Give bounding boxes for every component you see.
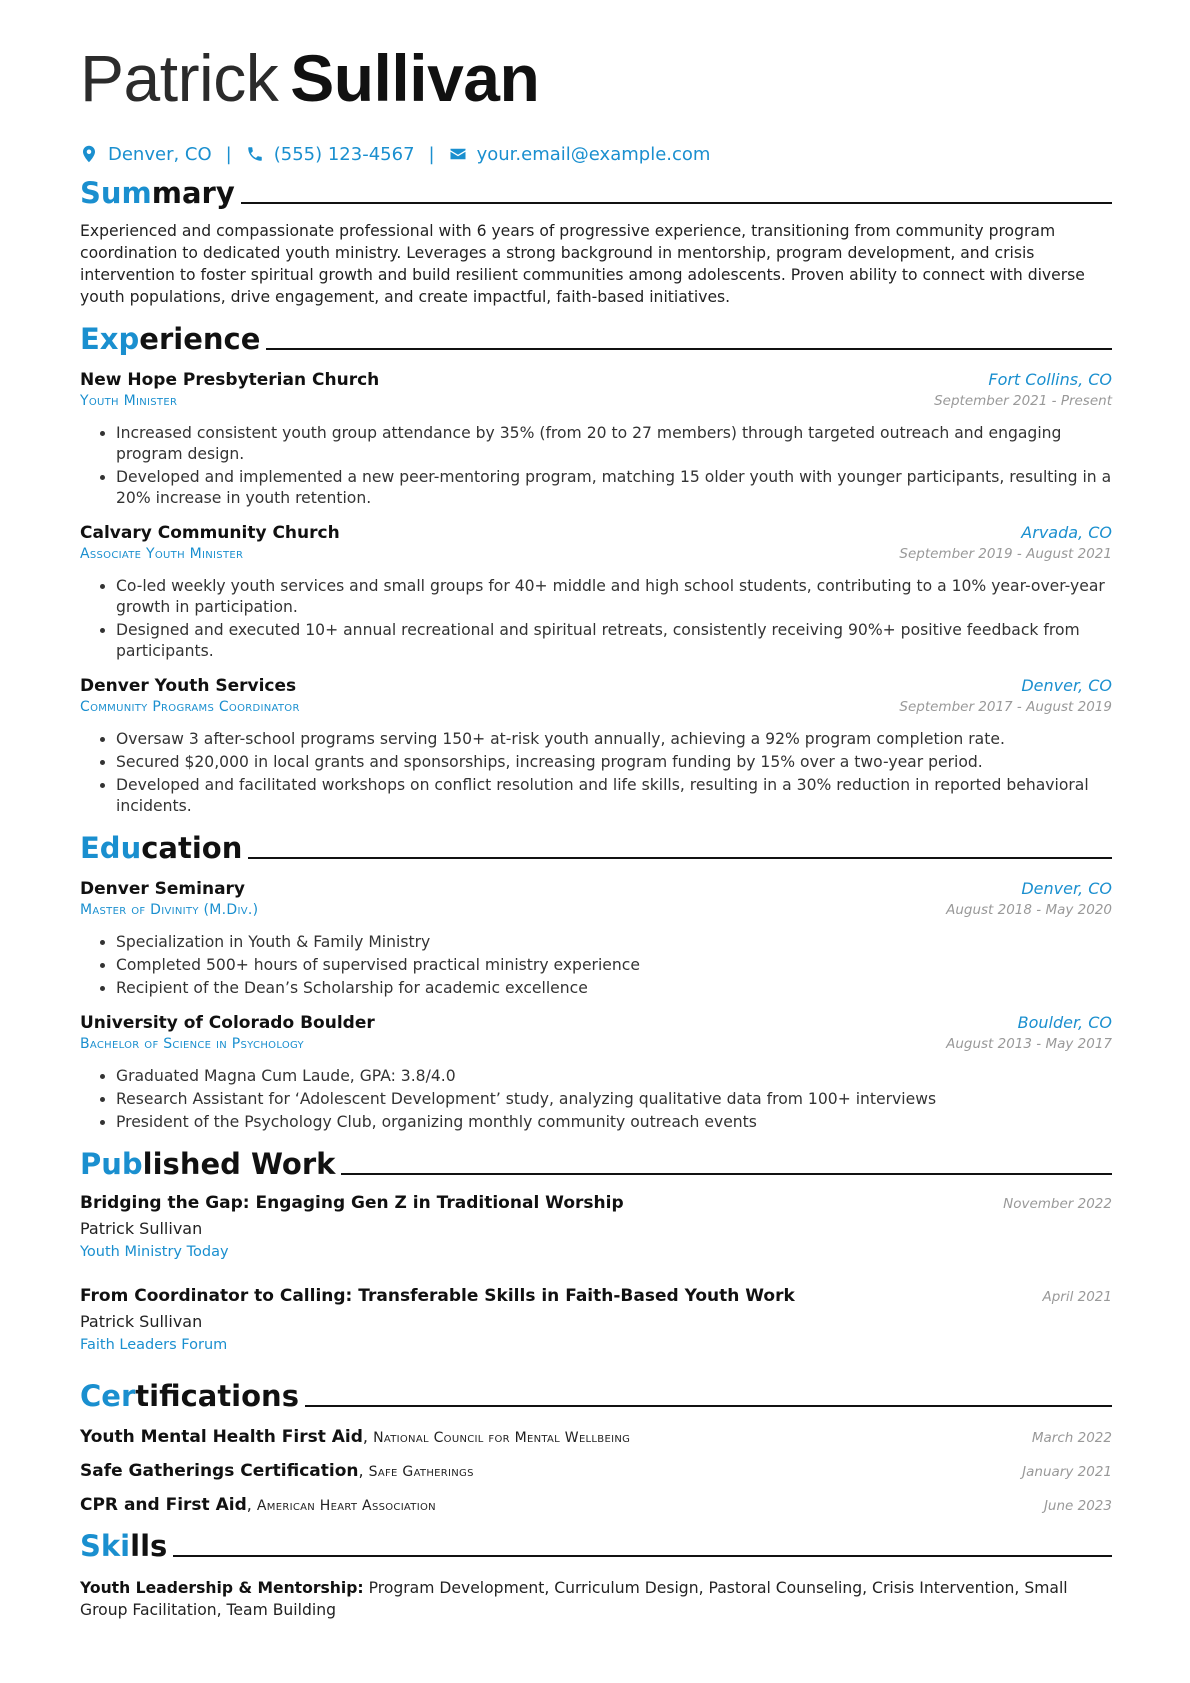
publication-title: From Coordinator to Calling: Transferable Skills in Faith-Based Youth Work [80, 1286, 795, 1306]
date-range: September 2019 - August 2021 [899, 546, 1112, 562]
publication-entry [80, 1286, 1112, 1353]
phone-icon [246, 145, 264, 163]
section-rule [341, 1173, 1112, 1175]
publication-title: Bridging the Gap: Engaging Gen Z in Traditional Worship [80, 1193, 624, 1213]
section-rule [241, 202, 1112, 204]
section-title-accent: Cer [80, 1379, 136, 1413]
bullet-list [80, 423, 1112, 509]
bullet-item: • Research Assistant for ‘Adolescent Development’ study, analyzing qualitative data from 100+ interviews [116, 1089, 1112, 1110]
entry-location: Denver, CO [1021, 879, 1112, 898]
certification-date: January 2021 [1022, 1464, 1112, 1480]
entry-location: Boulder, CO [1017, 1013, 1112, 1032]
section-title-accent: Sum [80, 176, 152, 210]
publication-author: Patrick Sullivan [80, 1219, 203, 1238]
bullet-item: • Increased consistent youth group attendance by 35% (from 20 to 27 members) through targeted outreach and engaging program design. [116, 423, 1112, 465]
experience-entry [80, 523, 1112, 662]
bullet-list [80, 1066, 1112, 1133]
certification-date: March 2022 [1031, 1430, 1112, 1446]
skills-line [80, 1577, 1112, 1621]
bullet-item: • Developed and facilitated workshops on conflict resolution and life skills, resulting in a 30% reduction in reported behavioral incidents. [116, 775, 1112, 817]
section-header-summary [80, 176, 1112, 210]
entry-location: Arvada, CO [1021, 523, 1112, 542]
bullet-item: • Designed and executed 10+ annual recreational and spiritual retreats, consistently receiving 90%+ positive feedback from participants. [116, 620, 1112, 662]
section-rule [173, 1555, 1112, 1557]
section-header-experience [80, 322, 1112, 356]
bullet-item: • Completed 500+ hours of supervised practical ministry experience [116, 955, 1112, 976]
section-title-accent: Exp [80, 322, 140, 356]
experience-entry [80, 676, 1112, 817]
email-link[interactable]: your.email@example.com [476, 143, 711, 165]
section-title: cation [141, 831, 243, 865]
contact-email[interactable] [449, 144, 711, 165]
section-title: tifications [135, 1379, 299, 1413]
section-header-published-work [80, 1147, 1112, 1181]
publication-venue: Youth Ministry Today [80, 1244, 229, 1260]
publication-date: April 2021 [1042, 1289, 1112, 1305]
degree: Bachelor of Science in Psychology [80, 1036, 304, 1052]
section-title: mary [151, 176, 235, 210]
publication-date: November 2022 [1003, 1196, 1112, 1212]
last-name: Sullivan [290, 41, 540, 115]
contact-separator: | [225, 143, 232, 165]
date-range: August 2013 - May 2017 [946, 1036, 1112, 1052]
skills-category: Youth Leadership & Mentorship: [80, 1579, 364, 1597]
section-rule [305, 1405, 1112, 1407]
bullet-item: • Oversaw 3 after-school programs serving 150+ at-risk youth annually, achieving a 92% program completion rate. [116, 729, 1112, 750]
summary-text: Experienced and compassionate professional with 6 years of progressive experience, transitioning from community program coordination to dedicated youth ministry. Leverages a strong background in mentorship, program development, and crisis intervention to foster spiritual growth and build resilient communities among adolescents. Proven ability to connect with diverse youth populations, drive engagement, and create impactful, faith-based initiatives. [80, 222, 1085, 306]
organization-name: Denver Youth Services [80, 676, 297, 696]
contact-line [80, 142, 1112, 166]
certification-issuer: National Council for Mental Wellbeing [373, 1430, 631, 1446]
date-range: September 2017 - August 2019 [899, 699, 1112, 715]
phone-text[interactable]: (555) 123-4567 [273, 143, 415, 165]
experience-entry [80, 370, 1112, 509]
envelope-icon [449, 145, 467, 163]
candidate-name [80, 34, 1112, 122]
location-text: Denver, CO [108, 143, 212, 165]
section-title-accent: Pub [80, 1147, 143, 1181]
section-rule [266, 348, 1112, 350]
organization-name: Calvary Community Church [80, 523, 340, 543]
section-title: lished Work [142, 1147, 336, 1181]
certification-entry: Safe Gatherings Certification, Safe Gatherings January 2021 [80, 1461, 1112, 1481]
certification-entry: CPR and First Aid, American Heart Association June 2023 [80, 1495, 1112, 1515]
skills-list: Program Development, Curriculum Design, Pastoral Counseling, Crisis Intervention, Small Group Facilitation, Team Building [80, 1579, 1068, 1619]
section-header-skills [80, 1529, 1112, 1563]
bullet-item: • President of the Psychology Club, organizing monthly community outreach events [116, 1112, 1112, 1133]
bullet-item: • Secured $20,000 in local grants and sponsorships, increasing program funding by 15% over a two-year period. [116, 752, 1112, 773]
contact-phone[interactable] [246, 144, 415, 165]
entry-location: Denver, CO [1021, 676, 1112, 695]
bullet-item: • Specialization in Youth & Family Ministry [116, 932, 1112, 953]
date-range: August 2018 - May 2020 [946, 902, 1112, 918]
certification-name: Youth Mental Health First Aid [80, 1427, 363, 1447]
certification-name: CPR and First Aid [80, 1495, 247, 1515]
school-name: Denver Seminary [80, 879, 246, 899]
certification-name: Safe Gatherings Certification [80, 1461, 359, 1481]
contact-separator: | [428, 143, 435, 165]
bullet-list [80, 729, 1112, 817]
bullet-item: • Recipient of the Dean’s Scholarship for academic excellence [116, 978, 1112, 999]
section-header-certifications [80, 1379, 1112, 1413]
publication-author: Patrick Sullivan [80, 1312, 203, 1331]
bullet-list [80, 576, 1112, 662]
bullet-item: • Co-led weekly youth services and small groups for 40+ middle and high school students, contributing to a 10% year-over-year growth in participation. [116, 576, 1112, 618]
section-title-accent: Ski [80, 1529, 131, 1563]
education-entry [80, 1013, 1112, 1133]
job-title: Associate Youth Minister [80, 546, 244, 562]
section-title: lls [130, 1529, 168, 1563]
entry-location: Fort Collins, CO [988, 370, 1112, 389]
bullet-list [80, 932, 1112, 999]
organization-name: New Hope Presbyterian Church [80, 370, 380, 390]
section-rule [248, 857, 1112, 859]
job-title: Youth Minister [80, 393, 178, 409]
section-header-education [80, 831, 1112, 865]
degree: Master of Divinity (M.Div.) [80, 902, 259, 918]
section-title: erience [139, 322, 261, 356]
bullet-item: • Developed and implemented a new peer-mentoring program, matching 15 older youth with younger participants, resulting in a 20% increase in youth retention. [116, 467, 1112, 509]
bullet-item: • Graduated Magna Cum Laude, GPA: 3.8/4.0 [116, 1066, 1112, 1087]
contact-location [80, 144, 212, 165]
date-range: September 2021 - Present [934, 393, 1112, 409]
publication-venue: Faith Leaders Forum [80, 1337, 228, 1353]
job-title: Community Programs Coordinator [80, 699, 300, 715]
publication-entry [80, 1193, 1112, 1260]
section-title-accent: Edu [80, 831, 142, 865]
education-entry [80, 879, 1112, 999]
certification-date: June 2023 [1043, 1498, 1112, 1514]
map-pin-icon [80, 145, 98, 163]
certification-issuer: American Heart Association [256, 1498, 436, 1514]
first-name: Patrick [80, 41, 279, 115]
certification-entry: Youth Mental Health First Aid, National Council for Mental Wellbeing March 2022 [80, 1427, 1112, 1447]
school-name: University of Colorado Boulder [80, 1013, 375, 1033]
certification-issuer: Safe Gatherings [368, 1464, 474, 1480]
